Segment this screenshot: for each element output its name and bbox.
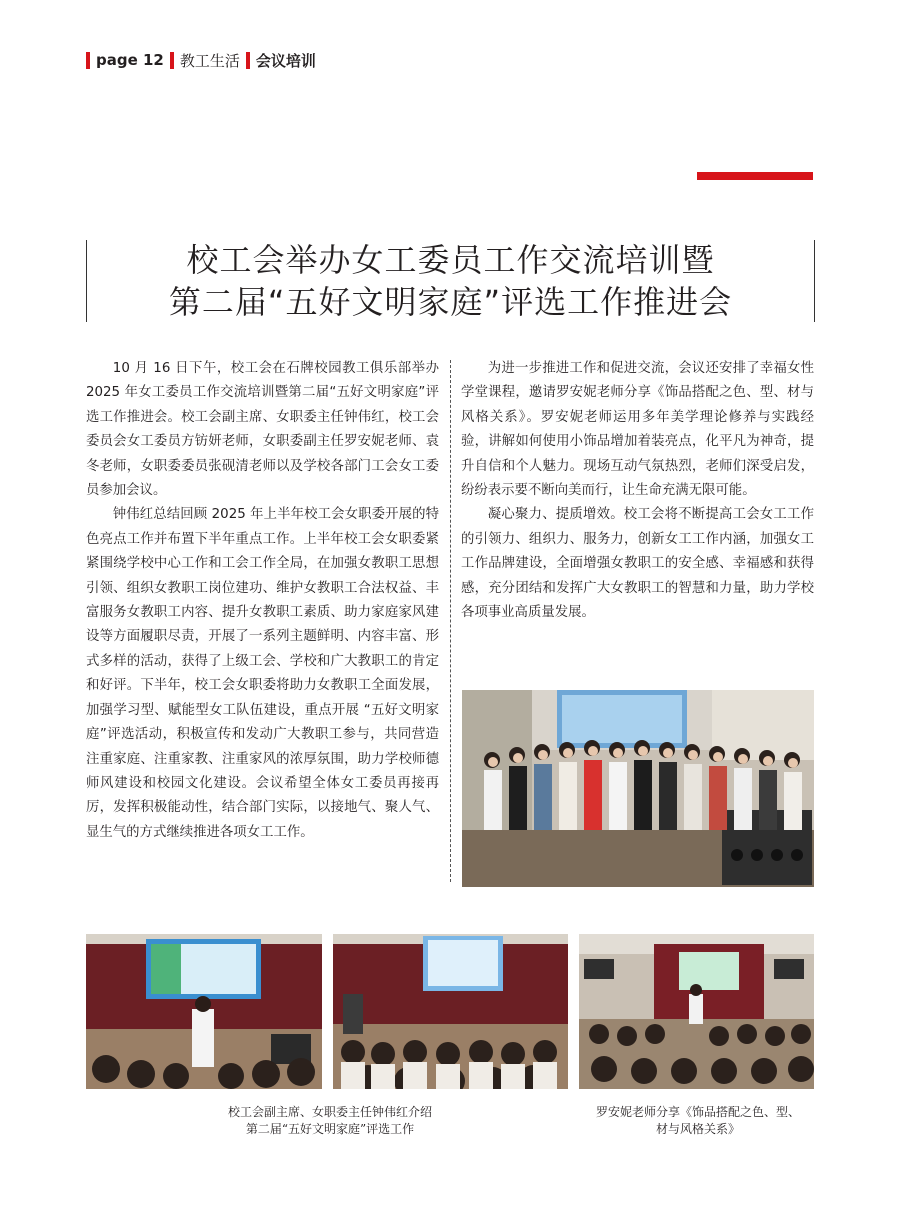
paragraph: 钟伟红总结回顾 2025 年上半年校工会女职委开展的特色亮点工作并布置下半年重点工作。上半年校工会女职委紧紧围绕学校中心工作和工会工作全局，在加强女教职工思想引领、组织女教职工岗位建功、维护女教职工合法权益、丰富服务女教职工内容、提升女教职工素质、助力家庭家风建设等方面履职尽责，开展了一系列主题鲜明、内容丰富、形式多样的活动，获得了上级工会、学校和广大教职工的肯定和好评。下半年，校工会女职委将助力女教职工全面发展，加强学习型、赋能型女工队伍建设，重点开展 “五好文明家庭”评选活动，积极宣传和发动广大教职工参与，共同营造注重家庭、注重家教、注重家风的浓厚氛围，助力学校师德师风建设和校园文化建设。会议希望全体女工委员再接再厉，发挥积极能动性，结合部门实际，以接地气、聚人气、显生气的方式继续推进各项女工工作。 <box>86 507 439 840</box>
accent-bar <box>697 172 813 180</box>
subsection-name: 会议培训 <box>255 51 316 70</box>
running-header <box>86 49 322 71</box>
photo-audience <box>333 934 568 1089</box>
photo-caption-left <box>190 1104 470 1138</box>
photo-speaker <box>86 934 322 1089</box>
caption-line: 材与风格关系》 <box>655 1122 740 1136</box>
photo-caption-right <box>568 1104 828 1138</box>
article-title <box>86 240 815 322</box>
title-line-2: 第二届“五好文明家庭”评选工作推进会 <box>168 283 733 321</box>
photo-lecture <box>579 934 814 1089</box>
caption-line: 第二届“五好文明家庭”评选工作 <box>245 1122 415 1136</box>
section-name: 教工生活 <box>179 51 240 70</box>
caption-line: 校工会副主席、女职委主任钟伟红介绍 <box>227 1105 432 1119</box>
title-line-1: 校工会举办女工委员工作交流培训暨 <box>186 241 715 279</box>
paragraph: 10 月 16 日下午，校工会在石牌校园教工俱乐部举办 2025 年女工委员工作交流培训暨第二届“五好文明家庭”评选工作推进会。校工会副主席、女职委主任钟伟红，校工会委员会女工委员方钫妍老师，女职委副主任罗安妮老师、袁冬老师，女职委委员张砚清老师以及学校各部门工会女工委员参加会议。 <box>86 361 439 499</box>
caption-line: 罗安妮老师分享《饰品搭配之色、型、 <box>595 1105 800 1119</box>
body-column-right <box>461 357 814 625</box>
body-column-left <box>86 357 439 845</box>
group-photo <box>462 690 814 887</box>
paragraph: 为进一步推进工作和促进交流，会议还安排了幸福女性学堂课程，邀请罗安妮老师分享《饰品搭配之色、型、材与风格关系》。罗安妮老师运用多年美学理论修养与实践经验，讲解如何使用小饰品增加着装亮点，化平凡为神奇，提升自信和个人魅力。现场互动气氛热烈，老师们深受启发，纷纷表示要不断向美而行，让生命充满无限可能。 <box>461 361 814 499</box>
page-number: page 12 <box>96 51 164 69</box>
paragraph: 凝心聚力、提质增效。校工会将不断提高工会女工工作的引领力、组织力、服务力，创新女工工作内涵，加强女工工作品牌建设，全面增强女教职工的安全感、幸福感和获得感，充分团结和发挥广大女教职工的智慧和力量，助力学校各项事业高质量发展。 <box>461 507 814 621</box>
column-divider <box>450 360 451 882</box>
